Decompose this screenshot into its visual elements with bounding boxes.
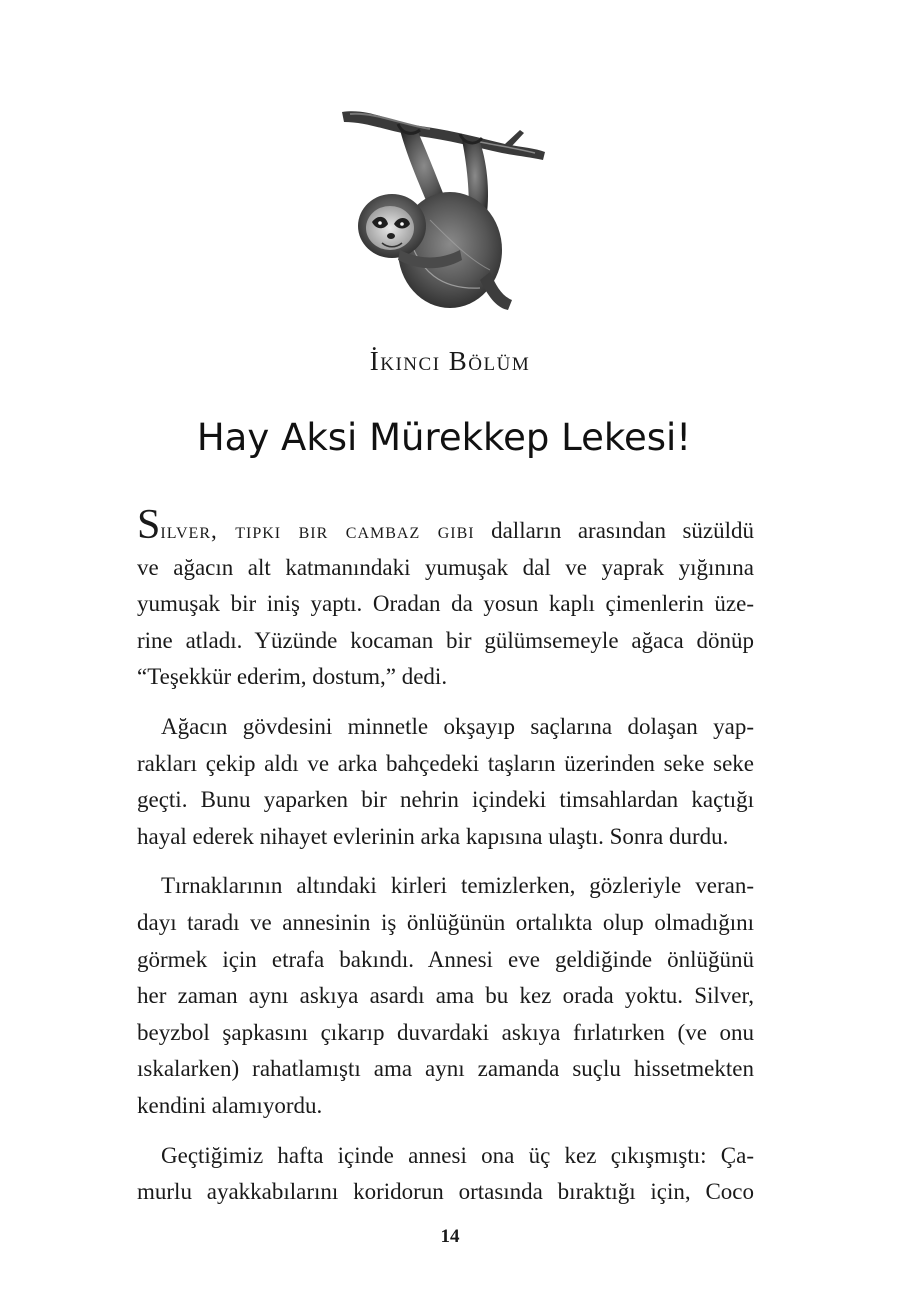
paragraph-line: yumuşak bir iniş yaptı. Oradan da yosun kaplı çimenlerin üze- [137, 591, 754, 617]
page-number: 14 [440, 1226, 460, 1247]
paragraph-line: rine atladı. Yüzünde kocaman bir gülümsemeyle ağaca dönüp [137, 627, 754, 653]
paragraph-line: Geçtiğimiz hafta içinde annesi ona üç kez çıkışmıştı: Ça- [161, 1142, 754, 1168]
sloth-hanging-from-branch-icon [330, 100, 550, 320]
paragraph-line: kendini alamıyordu. [137, 1092, 323, 1118]
paragraph-line: ve ağacın alt katmanındaki yumuşak dal ve yaprak yığınına [137, 554, 754, 580]
chapter-label: İkinci Bölüm [369, 346, 531, 376]
paragraph-3 [137, 868, 754, 1124]
opening-small-caps: ilver, tıpkı bir cambaz gibi [160, 518, 475, 543]
paragraph-line: hayal ederek nihayet evlerinin arka kapısına ulaştı. Sonra durdu. [137, 823, 729, 849]
paragraph-line: dayı taradı ve annesinin iş önlüğünün ortalıkta olup olmadığını [137, 909, 754, 935]
paragraph-line: rakları çekip aldı ve arka bahçedeki taşların üzerinden seke seke [137, 750, 754, 776]
paragraph-2 [137, 709, 754, 855]
paragraph-line: ıskalarken) rahatlamıştı ama aynı zamanda suçlu hissetmekten [137, 1056, 754, 1082]
paragraph-line: görmek için etrafa bakındı. Annesi eve geldiğinde önlüğünü [137, 946, 754, 972]
paragraph-line: Ağacın gövdesini minnetle okşayıp saçlarına dolaşan yap- [161, 713, 754, 739]
paragraph-line: geçti. Bunu yaparken bir nehrin içindeki timsahlardan kaçtığı [137, 787, 754, 813]
paragraph-line: murlu ayakkabılarını koridorun ortasında bıraktığı için, Coco [137, 1179, 754, 1205]
drop-cap: S [137, 502, 161, 548]
paragraph-1 [137, 504, 754, 696]
chapter-title: Hay Aksi Mürekkep Lekesi! [196, 416, 692, 459]
paragraph-line: beyzbol şapkasını çıkarıp duvardaki askıya fırlatırken (ve onu [137, 1019, 754, 1045]
chapter-body-text [137, 504, 754, 1211]
paragraph-line: Silver, tıpkı bir cambaz gibi dalların arasından süzüldü [137, 502, 755, 548]
paragraph-line: Tırnaklarının altındaki kirleri temizlerken, gözleriyle veran- [161, 873, 754, 899]
paragraph-line: her zaman aynı askıya asardı ama bu kez orada yoktu. Silver, [137, 983, 754, 1009]
paragraph-line: “Teşekkür ederim, dostum,” dedi. [137, 664, 448, 690]
paragraph-4 [137, 1138, 754, 1211]
